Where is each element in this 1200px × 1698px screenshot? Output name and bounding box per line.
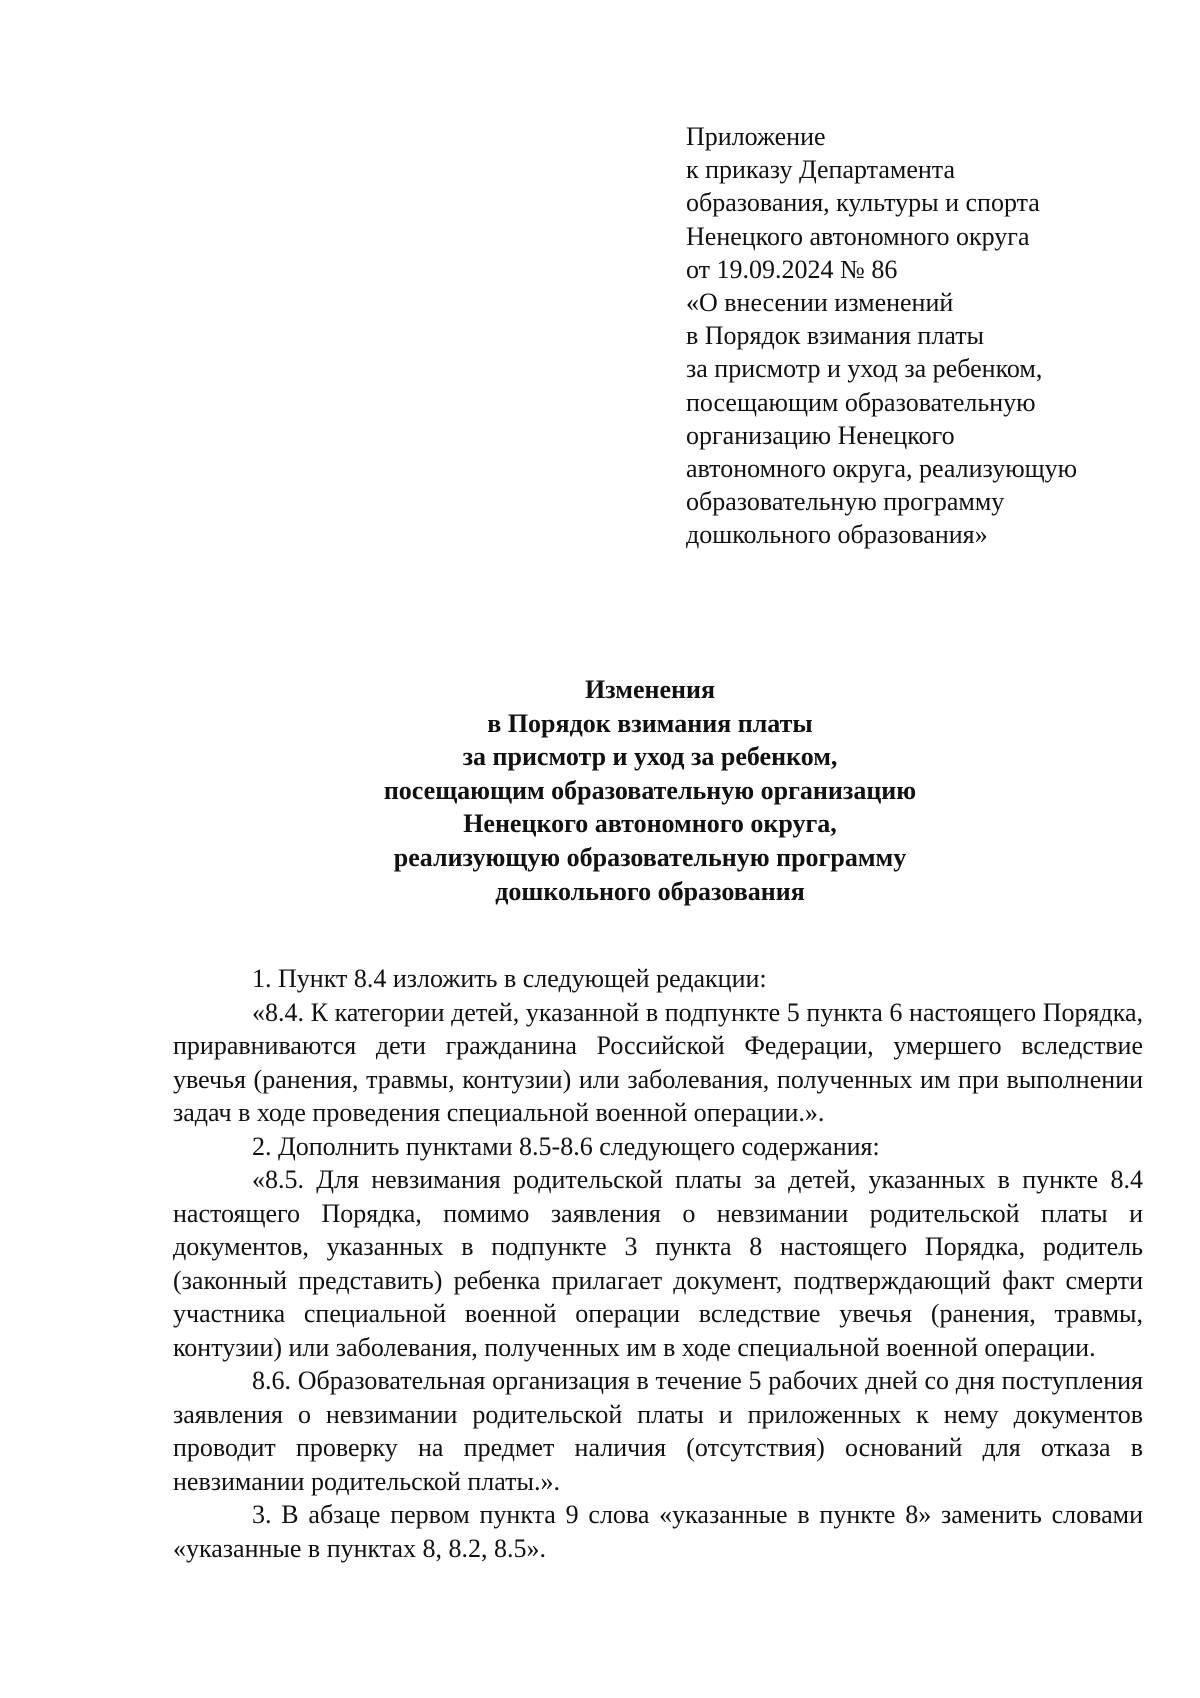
- appendix-line: Приложение: [686, 122, 826, 151]
- body-paragraph: 8.6. Образовательная организация в течение 5 рабочих дней со дня поступления заявления о невзимании родительской платы и приложенных к нему документов проводит проверку на предмет наличия (отсутствия) оснований для отказа в невзимании родительской платы.».: [173, 1366, 1143, 1496]
- appendix-line: к приказу Департамента: [686, 155, 956, 185]
- appendix-line: образования, культуры и спорта: [686, 188, 1040, 218]
- appendix-line: образовательную программу: [686, 487, 1005, 517]
- title-line: дошкольного образования: [495, 876, 805, 906]
- title-line: посещающим образовательную организацию: [383, 775, 917, 805]
- appendix-line: автономного округа, реализующую: [686, 454, 1078, 484]
- body-paragraph: «8.4. К категории детей, указанной в подпункте 5 пункта 6 настоящего Порядка, приравниваются дети гражданина Российской Федерации, умершего вследствие увечья (ранения, травмы, контузии) или заболевания, полученных им при выполнении задач в ходе проведения специальной военной операции.».: [173, 997, 1143, 1127]
- appendix-line: дошкольного образования»: [686, 520, 988, 550]
- body-paragraph: «8.5. Для невзимания родительской платы за детей, указанных в пункте 8.4 настоящего Порядка, помимо заявления о невзимании родительской платы и документов, указанных в подпункте 3 пункта 8 настоящего Порядка, родитель (законный представить) ребенка прилагает документ, подтверждающий факт смерти участника специальной военной операции вследствие увечья (ранения, травмы, контузии) или заболевания, полученных им в ходе специальной военной операции.: [173, 1165, 1143, 1362]
- document-title: [150, 673, 1150, 908]
- body-paragraph: 1. Пункт 8.4 изложить в следующей редакции:: [252, 964, 767, 993]
- body-paragraph: 3. В абзаце первом пункта 9 слова «указанные в пункте 8» заменить словами «указанные в пунктах 8, 8.2, 8.5».: [173, 1500, 1143, 1563]
- appendix-line: «О внесении изменений: [686, 288, 954, 318]
- title-line: за присмотр и уход за ребенком,: [462, 742, 838, 772]
- appendix-line: Ненецкого автономного округа: [686, 221, 1030, 251]
- title-line: реализующую образовательную программу: [393, 842, 907, 872]
- appendix-header: [686, 120, 1166, 552]
- appendix-line: посещающим образовательную: [686, 387, 1036, 417]
- appendix-line: за присмотр и уход за ребенком,: [686, 354, 1043, 384]
- appendix-line: в Порядок взимания платы: [686, 321, 985, 351]
- title-line: Изменения: [584, 675, 716, 704]
- document-body: [173, 962, 1143, 1565]
- title-line: в Порядок взимания платы: [487, 708, 813, 738]
- body-paragraph: 2. Дополнить пунктами 8.5-8.6 следующего содержания:: [252, 1131, 880, 1161]
- appendix-line: организацию Ненецкого: [686, 420, 955, 450]
- appendix-line: от 19.09.2024 № 86: [686, 254, 898, 284]
- title-line: Ненецкого автономного округа,: [463, 809, 837, 839]
